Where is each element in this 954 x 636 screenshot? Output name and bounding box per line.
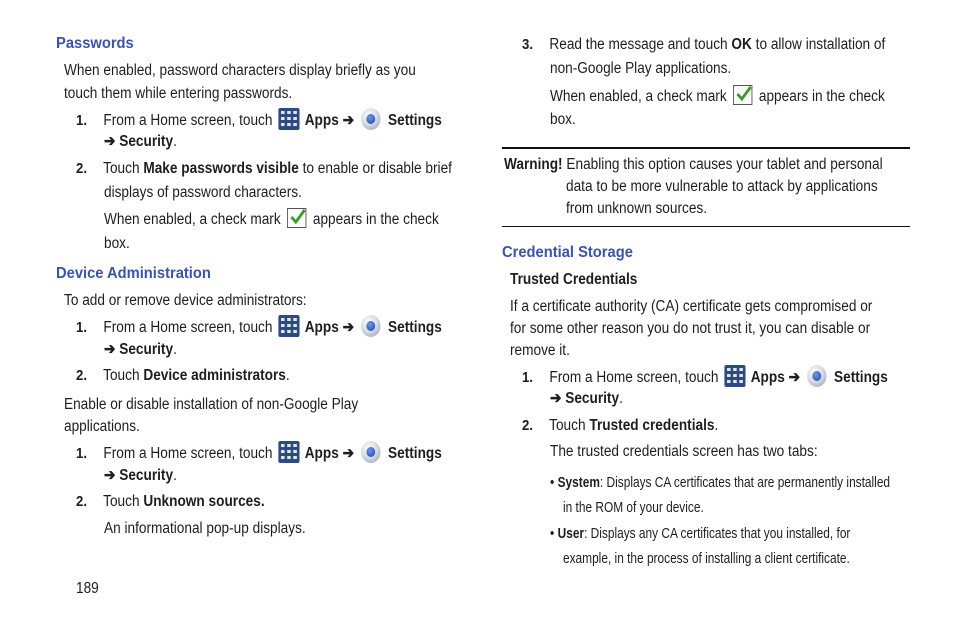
passwords-step1 (76, 107, 442, 132)
unknown-sources-step3-line2: non-Google Play applications. (550, 60, 732, 77)
device-administrators-label: Device administrators (143, 367, 286, 384)
user-tab-label: User (557, 526, 585, 542)
credential-step2: 2. Touch Trusted credentials. (522, 417, 719, 434)
apps-icon (278, 108, 299, 130)
tabs-intro: The trusted credentials screen has two tabs: (550, 443, 818, 460)
warning-line2: data to be more vulnerable to attack by applications (566, 178, 878, 195)
unknown-sources-step2: 2. Touch Unknown sources. (76, 493, 265, 510)
credential-storage-heading: Credential Storage (502, 244, 633, 261)
settings-gear-icon (360, 440, 381, 464)
step-number: 1. (76, 112, 88, 129)
step-number: 2. (76, 160, 88, 177)
device-admin-intro: To add or remove device administrators: (64, 292, 307, 309)
arrow-icon: ➔ (550, 390, 562, 407)
apps-icon (724, 365, 745, 387)
step-number: 2. (76, 367, 88, 384)
credential-step1-line2: ➔ Security. (550, 390, 623, 407)
arrow-icon: ➔ (342, 445, 355, 462)
settings-label: Settings (388, 319, 442, 336)
arrow-icon: ➔ (104, 467, 116, 484)
device-admin-step1: 1. From a Home screen, touch Apps ➔ Settings (76, 314, 442, 339)
passwords-step2: 2. Touch Make passwords visible to enable or disable brief (76, 160, 452, 177)
device-admin-step2: 2. Touch Device administrators. (76, 367, 290, 384)
page-number: 189 (76, 580, 99, 597)
passwords-checkmark-note: When enabled, a check mark appears in the check (104, 208, 439, 231)
apps-label: Apps (304, 445, 339, 462)
checkmark-icon (733, 85, 752, 105)
security-label: Security (565, 390, 620, 407)
device-administration-heading: Device Administration (56, 265, 211, 282)
enable-disable-line1: Enable or disable installation of non-Google Play (64, 396, 359, 413)
step-number: 1. (76, 445, 88, 462)
unknown-sources-step3: 3. Read the message and touch OK to allow installation of (522, 36, 886, 53)
bullet-user-line2: example, in the process of installing a client certificate. (563, 551, 850, 567)
arrow-icon: ➔ (342, 112, 355, 129)
passwords-step1-line2: ➔ Security. (104, 133, 177, 150)
arrow-icon: ➔ (104, 341, 116, 358)
arrow-icon: ➔ (342, 319, 355, 336)
credential-para-line2: for some other reason you do not trust it, you can disable or (510, 320, 871, 337)
settings-label: Settings (834, 369, 888, 386)
warning-bottom-rule (502, 226, 910, 227)
right-checkmark-note-line2: box. (550, 111, 576, 128)
trusted-credentials-subheading: Trusted Credentials (510, 271, 638, 288)
bullet-system: • System: Displays CA certificates that are permanently installed (550, 474, 891, 491)
passwords-checkmark-note-line2: box. (104, 235, 130, 252)
settings-gear-icon (806, 364, 827, 388)
bullet-icon: • (550, 525, 555, 542)
apps-label: Apps (304, 319, 339, 336)
make-passwords-visible-label: Make passwords visible (143, 160, 299, 177)
apps-label: Apps (304, 112, 339, 129)
ok-label: OK (731, 36, 752, 53)
trusted-credentials-label: Trusted credentials (589, 417, 715, 434)
security-label: Security (119, 133, 174, 150)
apps-icon (278, 441, 299, 463)
arrow-icon: ➔ (104, 133, 116, 150)
step-number: 3. (522, 36, 534, 53)
settings-label: Settings (388, 112, 442, 129)
credential-step1: 1. From a Home screen, touch Apps ➔ Settings (522, 364, 888, 389)
system-tab-label: System (557, 475, 600, 491)
bullet-icon: • (550, 474, 555, 491)
unknown-sources-label: Unknown sources. (143, 493, 265, 510)
checkmark-icon (287, 208, 306, 228)
credential-para-line1: If a certificate authority (CA) certificate gets compromised or (510, 298, 873, 315)
unknown-sources-step1: 1. From a Home screen, touch Apps ➔ Settings (76, 440, 442, 465)
warning-line1: Warning! Enabling this option causes your tablet and personal (504, 156, 883, 173)
apps-icon (278, 315, 299, 337)
right-checkmark-note: When enabled, a check mark appears in the check (550, 85, 885, 108)
arrow-icon: ➔ (788, 369, 801, 386)
passwords-step2-line2: displays of password characters. (104, 184, 302, 201)
warning-label: Warning! (504, 156, 563, 173)
enable-disable-line2: applications. (64, 418, 140, 435)
apps-label: Apps (750, 369, 785, 386)
step-text: From a Home screen, touch (103, 112, 273, 129)
passwords-heading: Passwords (56, 35, 134, 52)
warning-top-rule (502, 147, 910, 149)
step-number: 2. (76, 493, 88, 510)
bullet-user: • User: Displays any CA certificates that you installed, for (550, 525, 851, 542)
security-label: Security (119, 341, 174, 358)
settings-gear-icon (360, 107, 381, 131)
warning-line3: from unknown sources. (566, 200, 708, 217)
settings-label: Settings (388, 445, 442, 462)
bullet-system-line2: in the ROM of your device. (563, 500, 704, 516)
device-admin-step1-line2: ➔ Security. (104, 341, 177, 358)
step-number: 2. (522, 417, 534, 434)
security-label: Security (119, 467, 174, 484)
passwords-intro-line1: When enabled, password characters display briefly as you (64, 62, 416, 79)
popup-note: An informational pop-up displays. (104, 520, 306, 537)
settings-gear-icon (360, 314, 381, 338)
unknown-sources-step1-line2: ➔ Security. (104, 467, 177, 484)
credential-para-line3: remove it. (510, 342, 570, 359)
passwords-intro-line2: touch them while entering passwords. (64, 85, 293, 102)
step-number: 1. (76, 319, 88, 336)
step-number: 1. (522, 369, 534, 386)
